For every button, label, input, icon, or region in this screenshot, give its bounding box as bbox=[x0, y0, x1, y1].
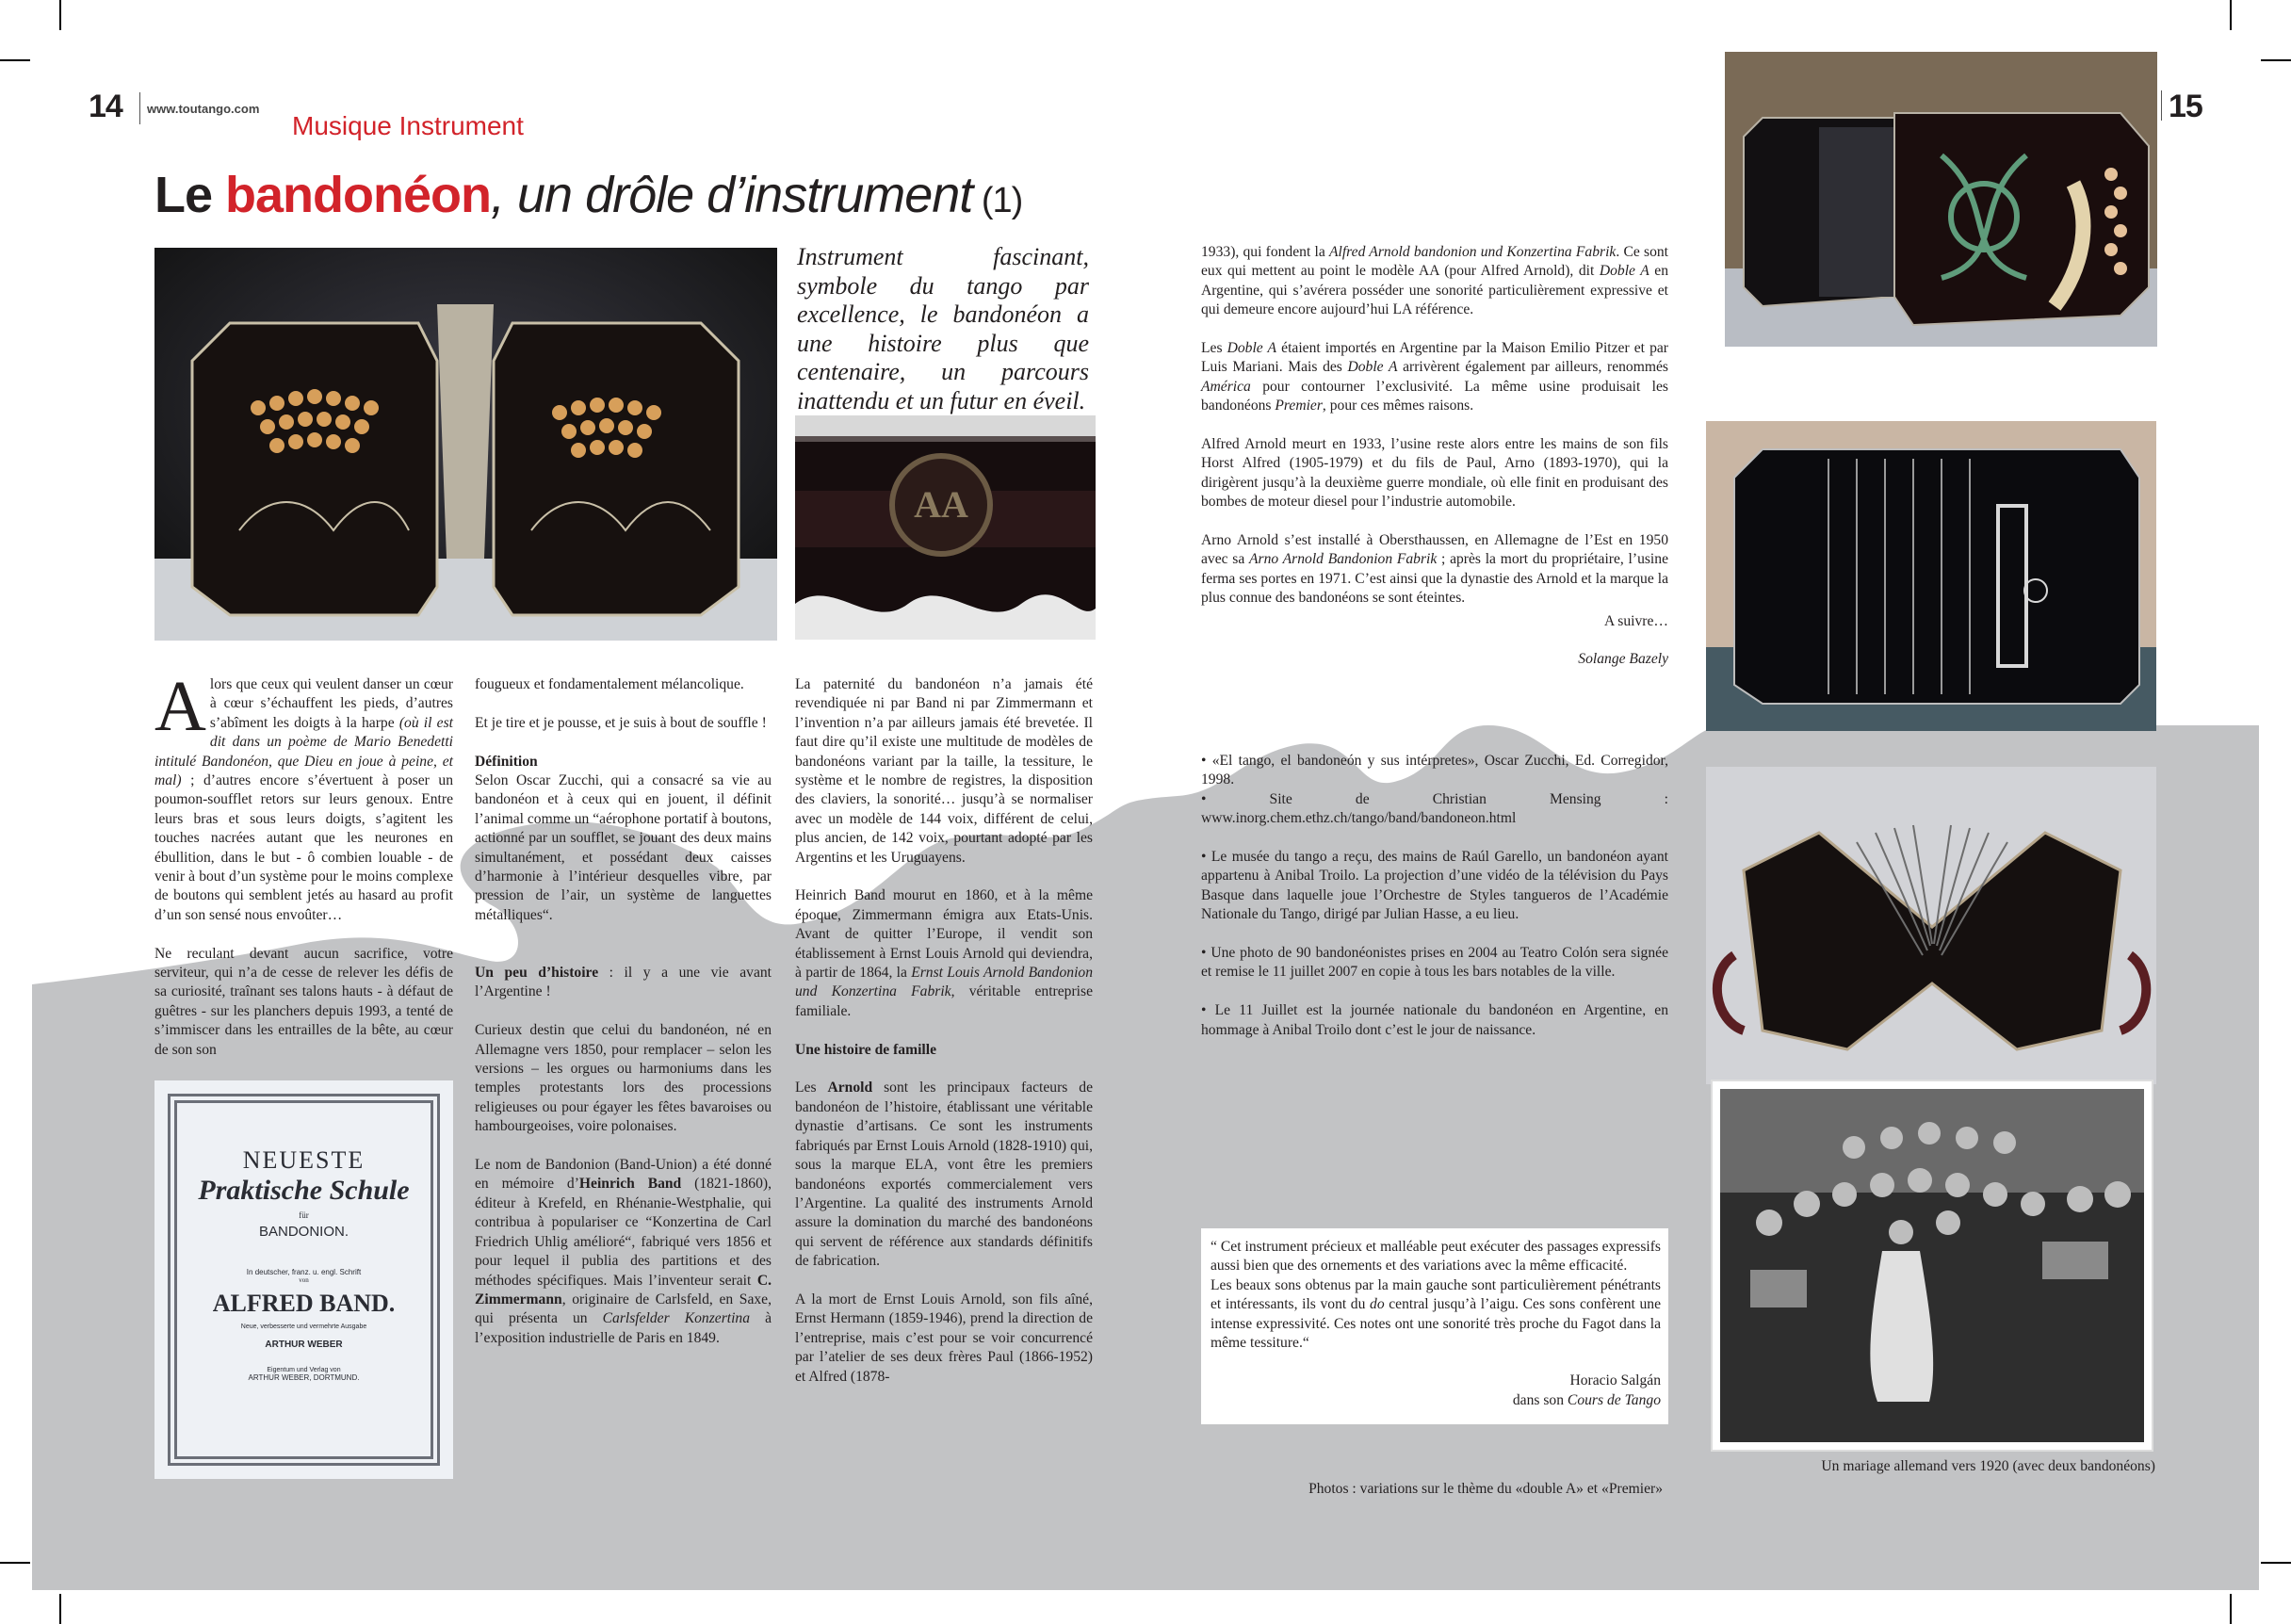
column4-p4b: ; après la mort du propriétaire, l’usine ferma ses portes en 1971. C’est ainsi que la dynastie des Arnold et la marque la plus connue des bandonéons se sont éteintes. bbox=[1201, 551, 1668, 607]
wedding-caption: Un mariage allemand vers 1920 (avec deux bandonéons) bbox=[1821, 1458, 2155, 1474]
heading-histoire-rest: : il y a une vie avant l’Argentine ! bbox=[475, 965, 772, 1000]
column2-p5a: Le nom de Bandonion (Band-Union) a été donné en mémoire d’ bbox=[475, 1157, 772, 1193]
to-be-continued: A suivre… bbox=[1603, 612, 1668, 629]
column2-p5d: à l’exposition industrielle de Paris en 1849. bbox=[475, 1310, 772, 1346]
article-column-4 bbox=[1201, 243, 1668, 689]
column4-p2a: Les bbox=[1201, 340, 1227, 357]
column4-p3: Alfred Arnold meurt en 1933, l’usine reste alors entre les mains de son fils Horst Alfred (1905-1979) et du fils de Paul, Arno (1893-1970), qui la dirigèrent jusqu’à la deuxième guerre mondiale, où elle finit en produisant des bombes de moteur diesel pour l’industrie automobile. bbox=[1201, 436, 1668, 511]
bandoneon-illustration bbox=[1706, 421, 2156, 731]
article-intro: Instrument fascinant, symbole du tango par excellence, le bandonéon a une histoire plus que centenaire, un parcours inattendu et un futur en éveil. bbox=[797, 243, 1089, 414]
note-item: • «El tango, el bandoneón y sus intérpretes», Oscar Zucchi, Ed. Corregidor, 1998. bbox=[1201, 753, 1668, 788]
note-item: • Une photo de 90 bandonéonistes prises en 2004 au Teatro Colón sera signée et remise le 11 juillet 2007 en copie à tous les bars notables de la ville. bbox=[1201, 945, 1668, 981]
column2-p4: Curieux destin que celui du bandonéon, né en Allemagne vers 1850, pour remplacer – selon les versions – les orgues ou harmoniums dans les temples protestants lors des processions religieuses ou pour égayer les fêtes bavaroises ou hambourgeoises, voire polonaises. bbox=[475, 1022, 772, 1135]
column4-p1c: en Argentine, qui s’avérera posséder une sonorité particulièrement expressive et qui demeure encore aujourd’hui LA référence. bbox=[1201, 263, 1668, 318]
column4-p2d: pour contourner l’exclusivité. La même usine produisait les bandonéons bbox=[1201, 378, 1668, 414]
photo-bandoneons-pair bbox=[154, 248, 777, 641]
column4-p2-i1: Doble A bbox=[1227, 340, 1277, 357]
column3-p3b: sont les principaux facteurs de bandonéon de l’histoire, établissant une véritable dynastie d’artisans. Ce sont les instruments fabriqués par Ernst Louis Arnold (1828-1910) qui, sous la marque ELA, vont être les premiers bandonéons exportés commercialement vers l’Argentine. La qualité des instruments Arnold assure la domination du marché des bandonéons qui servent de référence aux standards définitifs de fabrication. bbox=[795, 1080, 1094, 1270]
photo-alfred-band-cover bbox=[154, 1080, 453, 1479]
column1-p1b: ; d’autres encore s’évertuent à poser un poumon-soufflet retors sur leurs genoux. Entre leurs bras et sous leurs doigts, s’agitent les touches nacrées autant que les neurones en ébullition, dans le but - ô combien louable - de venir à bout d’un système pour le moins complexe de boutons qui semblent jetés au hasard au profit d’un son sensé nous envoûter… bbox=[154, 772, 453, 923]
column2-p5-bold2: C. Zimmermann bbox=[475, 1272, 772, 1307]
column4-p4a: Arno Arnold s’est installé à Obersthaussen, en Allemagne de l’Est en 1950 avec sa bbox=[1201, 532, 1668, 568]
photo-aa-logo bbox=[795, 415, 1096, 640]
notes-list bbox=[1201, 752, 1668, 1059]
wedding-illustration bbox=[1713, 1081, 2152, 1450]
column1-p2: Ne reculant devant aucun sacrifice, votre serviteur, qui n’a de cesse de relever les défis de sa curiosité, traînant ses talons hauts - à défaut de guêtres - sur les planchers depuis 1993, a tenté de s’immiscer dans les entrailles de la bête, au cœur de son son bbox=[154, 945, 453, 1058]
title-part-3: , un drôle d’instrument bbox=[491, 167, 973, 223]
column4-p2e: , pour ces mêmes raisons. bbox=[1322, 398, 1474, 414]
header-divider-right bbox=[2161, 90, 2162, 121]
cover-line-7: ALFRED BAND. bbox=[212, 1290, 396, 1317]
photos-caption: Photos : variations sur le thème du «double A» et «Premier» bbox=[1308, 1481, 1663, 1497]
column3-p3-bold: Arnold bbox=[827, 1080, 873, 1096]
column1-p1a: lors que ceux qui veulent danser un cœur à cœur s’échauffent les pieds, d’autres s’abîment les doigts à la harpe bbox=[209, 676, 453, 731]
drop-cap: A bbox=[154, 667, 206, 746]
author-name: Solange Bazely bbox=[1578, 651, 1668, 668]
article-column-3 bbox=[795, 675, 1093, 1405]
cover-line-4: BANDONION. bbox=[258, 1224, 349, 1240]
column4-p2-i3: América bbox=[1201, 378, 1251, 395]
title-part-4: (1) bbox=[972, 181, 1023, 220]
article-column-2 bbox=[475, 675, 772, 1368]
quote-text-b2: central jusqu’à l’aigu. Ces sons confèrent une intense expressivité. Ces notes ont une sonorité très proche du Fagot dans la même tessiture.“ bbox=[1210, 1296, 1661, 1352]
quote-box bbox=[1201, 1228, 1668, 1424]
site-url: www.toutango.com bbox=[147, 102, 260, 116]
column3-p2b: , véritable entreprise familiale. bbox=[795, 983, 1093, 1019]
cover-line-2: Praktische Schule bbox=[198, 1175, 410, 1206]
photo-bandoneon-doble-a bbox=[1725, 52, 2157, 347]
heading-definition: Définition bbox=[475, 753, 538, 770]
column4-p2-i4: Premier bbox=[1275, 398, 1323, 414]
bandoneon-illustration bbox=[154, 248, 777, 641]
quote-text-a: “ Cet instrument précieux et malléable peut exécuter des passages expressifs aussi bien que des ornements et des variations avec la même efficacité. bbox=[1210, 1239, 1661, 1275]
column4-p1-italic2: Doble A bbox=[1599, 263, 1649, 280]
cover-line-10: Eigentum und Verlag von bbox=[267, 1367, 341, 1373]
cover-line-5: In deutscher, franz. u. engl. Schrift bbox=[246, 1268, 362, 1276]
column4-p1-italic: Alfred Arnold bandonion und Konzertina Fabrik bbox=[1328, 244, 1617, 260]
column4-p2-i2: Doble A bbox=[1347, 359, 1398, 376]
note-item: • Le musée du tango a reçu, des mains de Raúl Garello, un bandonéon ayant appartenu à Anibal Troilo. La projection d’une vidéo de la télévision du Pays Basque dans laquelle joue l’Orchestre de Styles tangueros de l’Académie Nationale du Tango, dirigé par Julian Hasse, a eu lieu. bbox=[1201, 849, 1668, 923]
column2-p5b: (1821-1860), éditeur à Krefeld, en Rhénanie-Westphalie, qui contribua à populariser ce “Konzertina de Carl Friedrich Uhlig amélioré“, fabriqué vers 1856 et pour lequel il publia des partitions et des méthodes spécifiques. Mais l’inventeur serait bbox=[475, 1176, 772, 1289]
quote-source-title: Cours de Tango bbox=[1567, 1391, 1661, 1408]
cover-line-11: ARTHUR WEBER, DORTMUND. bbox=[248, 1373, 360, 1382]
column2-p2: Et je tire et je pousse, et je suis à bout de souffle ! bbox=[475, 714, 767, 731]
heading-famille: Une histoire de famille bbox=[795, 1041, 936, 1058]
bandoneon-illustration bbox=[1725, 52, 2157, 347]
column3-p2a: Heinrich Band mourut en 1860, et à la même époque, Zimmermann émigra aux Etats-Unis. Avant de quitter l’Europe, il vendit son établissement à Ernst Louis Arnold qui deviendra, à partir de 1864, la bbox=[795, 887, 1093, 982]
column2-p1: fougueux et fondamentalement mélancolique. bbox=[475, 676, 744, 692]
page-number-left: 14 bbox=[89, 89, 122, 124]
photo-german-wedding bbox=[1711, 1080, 2153, 1452]
column4-p1a: 1933), qui fondent la bbox=[1201, 244, 1329, 260]
page-number-right: 15 bbox=[2169, 89, 2202, 124]
title-keyword: bandonéon bbox=[225, 167, 491, 223]
title-part-1: Le bbox=[154, 167, 226, 223]
quote-author: Horacio Salgán bbox=[1569, 1372, 1661, 1389]
column4-p4-italic: Arno Arnold Bandonion Fabrik bbox=[1249, 551, 1438, 568]
column3-p4: A la mort de Ernst Louis Arnold, son fils aîné, Ernst Hermann (1859-1946), prend la direction de l’entreprise, mais c’est pour se voir concurrencé par l’atelier de ses deux frères Paul (1866-1952) et Alfred (1878- bbox=[795, 1291, 1093, 1385]
column2-p3: Selon Oscar Zucchi, qui a consacré sa vie au bandonéon et à ceux qui en jouent, il définit l’animal comme un “aérophone portatif à boutons, actionné par un soufflet, se jouant des deux mains simultanément, et possédant deux caisses d’harmonie à l’intérieur desquelles vibre, par pression de l’air, un système de languettes métalliques“. bbox=[475, 772, 772, 923]
note-item: • Le 11 Juillet est la journée nationale du bandonéon en Argentine, en hommage à Anibal Troilo dont c’est le jour de naissance. bbox=[1201, 1002, 1668, 1038]
cover-line-1: NEUESTE bbox=[242, 1146, 366, 1174]
note-item: • Site de Christian Mensing : www.inorg.chem.ethz.ch/tango/band/bandoneon.html bbox=[1201, 790, 1668, 827]
article-column-1 bbox=[154, 667, 453, 1080]
quote-text-italic: do bbox=[1370, 1296, 1385, 1313]
heading-histoire: Un peu d’histoire bbox=[475, 965, 599, 982]
column2-p5c: , originaire de Carlsfeld, en Saxe, qui présenta un bbox=[475, 1291, 772, 1327]
column3-p1: La paternité du bandonéon n’a jamais été revendiquée ni par Band ni par Zimmermann et l’invention n’a par ailleurs jamais été brevetée. Il faut dire qu’il existe une multitude de modèles de bandonéons variant par la taille, la tessiture, le système et le nombre de registres, la disposition des claviers, la sonorité… jusqu’à se normaliser avec un modèle de 144 voix, différent de celui, plus ancien, de 142 voix, pourtant adopté par les Argentins et les Uruguayens. bbox=[795, 676, 1093, 866]
header-divider bbox=[139, 92, 140, 124]
cover-line-9: ARTHUR WEBER bbox=[265, 1340, 343, 1350]
quote-text-b1: Les beaux sons obtenus par la main gauche sont particulièrement pénétrants et intéressants, ils vont du bbox=[1210, 1276, 1661, 1313]
column1-p1-italic: (où il est dit dans un poème de Mario Benedetti intitulé Bandonéon, que Dieu en joue à peine, et mal) bbox=[154, 714, 453, 789]
column4-p2b: étaient importés en Argentine par la Maison Emilio Pitzer et par Luis Mariani. Mais des bbox=[1201, 340, 1668, 376]
column3-p2-italic: Ernst Louis Arnold Bandonion und Konzertina Fabrik bbox=[795, 965, 1093, 1000]
aa-logo-illustration bbox=[795, 415, 1096, 640]
column3-p3a: Les bbox=[795, 1080, 828, 1096]
column4-p2c: arrivèrent également par ailleurs, renommés bbox=[1397, 359, 1668, 376]
cover-line-8: Neue, verbesserte und vermehrte Ausgabe bbox=[240, 1324, 367, 1330]
column2-p5-bold1: Heinrich Band bbox=[578, 1176, 682, 1193]
photo-bandoneon-open bbox=[1706, 767, 2156, 1084]
quote-source: dans son bbox=[1512, 1391, 1568, 1408]
bandoneon-illustration bbox=[1706, 767, 2156, 1084]
svg-text:AA: AA bbox=[914, 483, 968, 526]
cover-line-3: für bbox=[299, 1210, 309, 1220]
cover-line-6: von bbox=[299, 1276, 309, 1284]
column4-p1b: . Ce sont eux qui mettent au point le modèle AA (pour Alfred Arnold), dit bbox=[1201, 244, 1668, 280]
column2-p5-italic: Carlsfelder Konzertina bbox=[602, 1310, 751, 1327]
article-title bbox=[154, 166, 1022, 224]
photo-bandoneon-black bbox=[1706, 421, 2156, 731]
section-rubric: Musique Instrument bbox=[292, 111, 524, 140]
